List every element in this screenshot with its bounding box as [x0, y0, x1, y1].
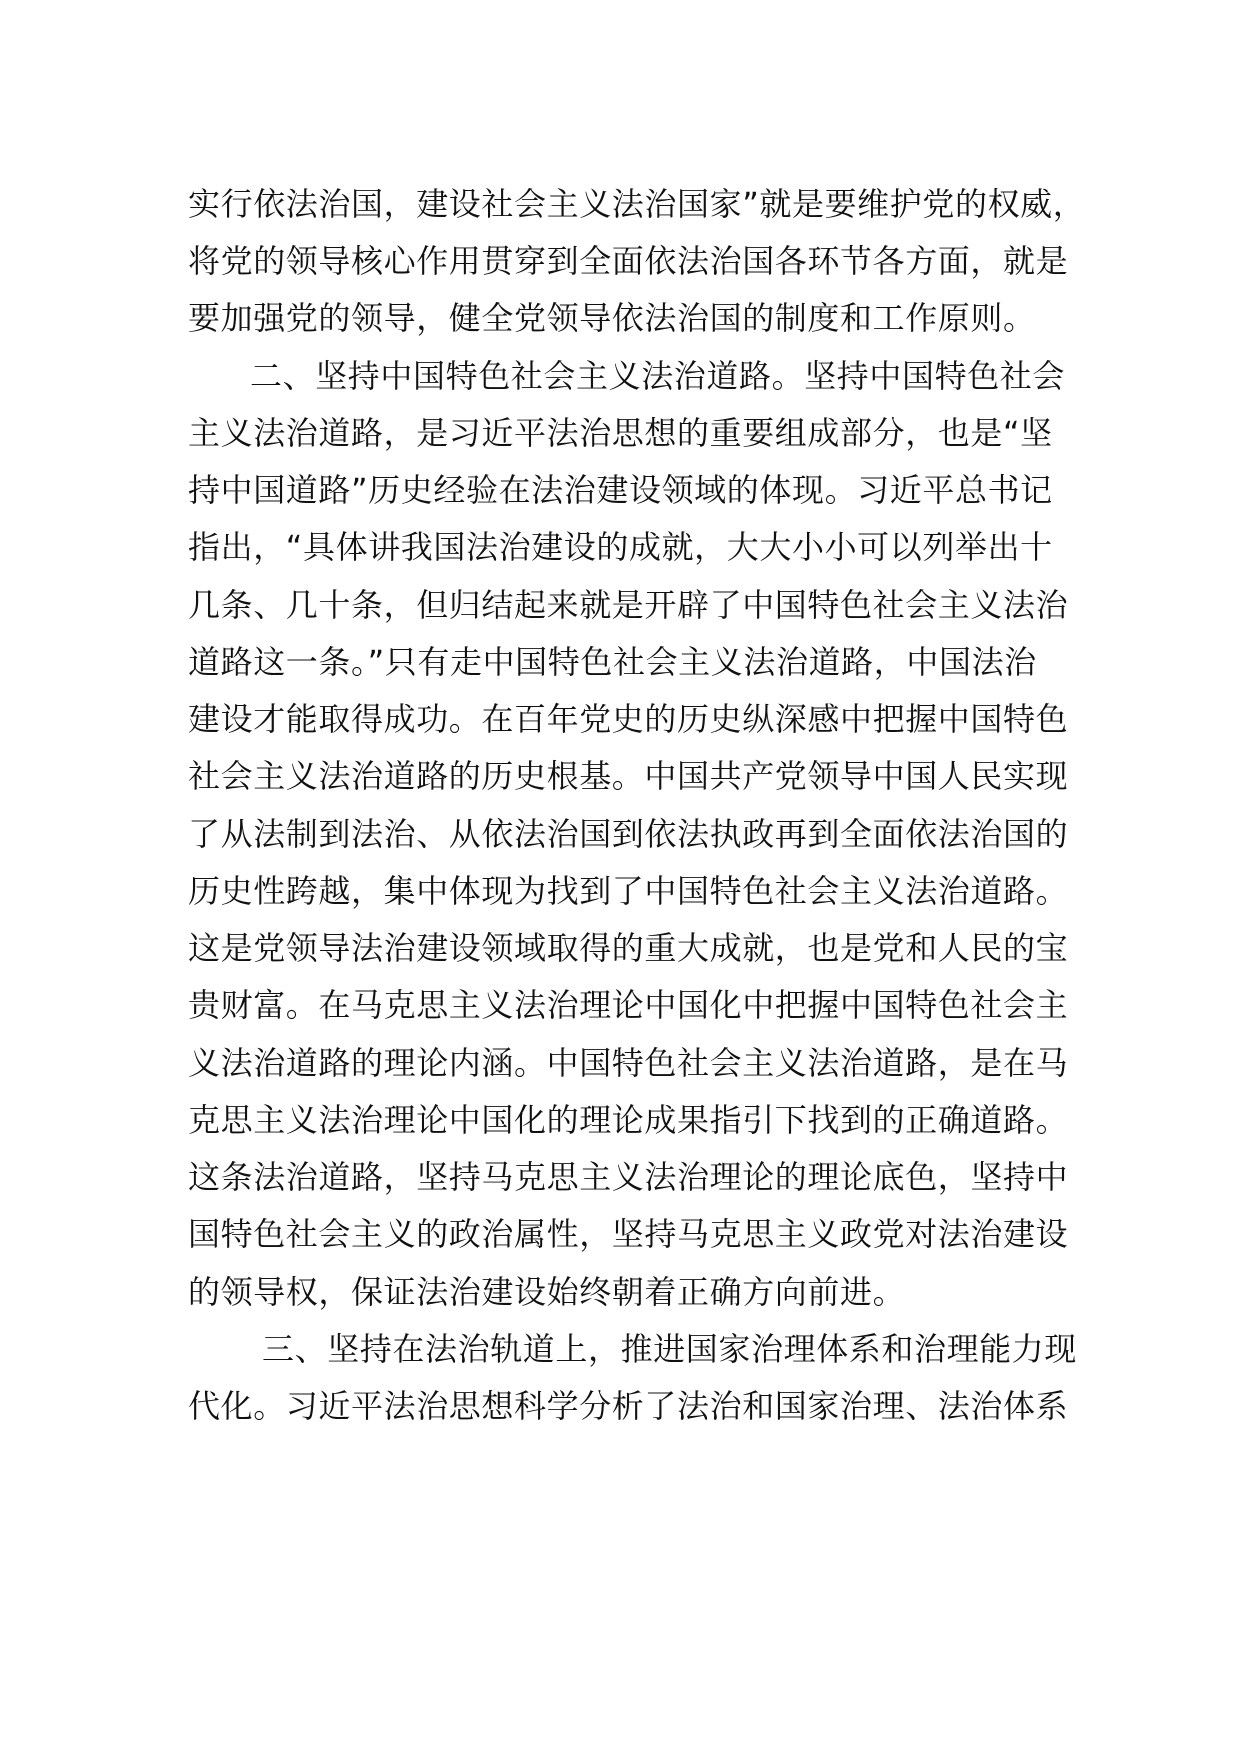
section-heading-line: 三、坚持在法治轨道上，推进国家治理体系和治理能力现	[262, 1330, 1078, 1368]
text-line: 了从法制到法治、从依法治国到依法执政再到全面依法治国的	[188, 815, 1069, 853]
text-line: 的领导权，保证法治建设始终朝着正确方向前进。	[188, 1273, 906, 1311]
text-line: 历史性跨越，集中体现为找到了中国特色社会主义法治道路。	[188, 872, 1069, 910]
text-line: 持中国道路”历史经验在法治建设领域的体现。习近平总书记	[188, 471, 1053, 509]
text-line: 代化。习近平法治思想科学分析了法治和国家治理、法治体系	[188, 1387, 1069, 1425]
text-line: 实行依法治国，建设社会主义法治国家”就是要维护党的权威，	[188, 185, 1086, 223]
text-line: 贵财富。在马克思主义法治理论中国化中把握中国特色社会主	[188, 986, 1069, 1024]
text-line: 将党的领导核心作用贯穿到全面依法治国各环节各方面，就是	[188, 242, 1069, 280]
text-line: 这是党领导法治建设领域取得的重大成就，也是党和人民的宝	[188, 929, 1069, 967]
text-line: 主义法治道路，是习近平法治思想的重要组成部分，也是“坚	[188, 414, 1053, 452]
text-line: 克思主义法治理论中国化的理论成果指引下找到的正确道路。	[188, 1101, 1069, 1139]
text-line: 社会主义法治道路的历史根基。中国共产党领导中国人民实现	[188, 757, 1069, 795]
text-line: 这条法治道路，坚持马克思主义法治理论的理论底色，坚持中	[188, 1158, 1069, 1196]
text-line: 道路这一条。”只有走中国特色社会主义法治道路，中国法治	[188, 643, 1037, 681]
section-heading-line: 二、坚持中国特色社会主义法治道路。坚持中国特色社会	[250, 357, 1066, 395]
text-line: 建设才能取得成功。在百年党史的历史纵深感中把握中国特色	[188, 700, 1069, 738]
text-line: 义法治道路的理论内涵。中国特色社会主义法治道路，是在马	[188, 1044, 1069, 1082]
text-line: 指出，“具体讲我国法治建设的成就，大大小小可以列举出十	[188, 528, 1053, 566]
text-line: 国特色社会主义的政治属性，坚持马克思主义政党对法治建设	[188, 1215, 1069, 1253]
text-line: 要加强党的领导，健全党领导依法治国的制度和工作原则。	[188, 299, 1036, 337]
text-line: 几条、几十条，但归结起来就是开辟了中国特色社会主义法治	[188, 586, 1069, 624]
